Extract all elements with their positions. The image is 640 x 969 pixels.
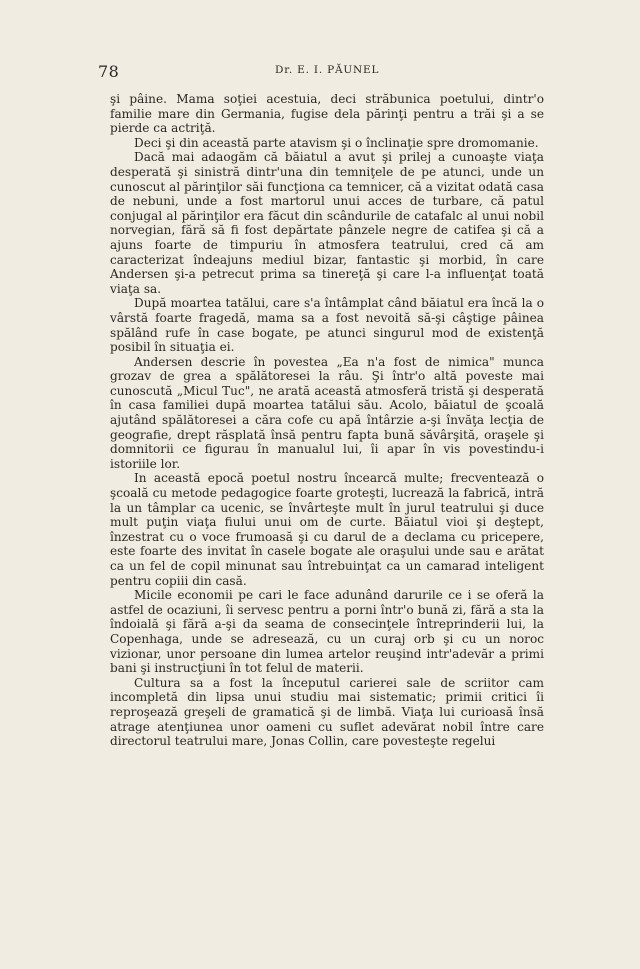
- paragraph: Deci şi din această parte atavism şi o înclinaţie spre dromomanie.: [134, 135, 539, 150]
- page-header: [0, 62, 640, 82]
- running-head: Dr. E. I. PĂUNEL: [275, 64, 380, 76]
- paragraph: Dacă mai adaogăm că băiatul a avut şi prilej a cunoaşte viaţa desperată şi sinistră dintr'una din temniţele de pe atunci, unde un cunoscut al părinţilor săi funcţiona ca temnicer, că a vizitat odată casa de nebuni, unde a fost martorul unui acces de turbare, că patul conjugal al părinţilor era făcut din scândurile de catafalc al unui nobil norvegian, fără să fi fost depărtate pânzele negre de catifea şi că a ajuns foarte de timpuriu în atmosfera teatrului, cred că am caracterizat îndeajuns mediul bizar, fantastic şi morbid, în care Andersen şi-a petrecut prima sa tinereţă şi care l-a influenţat toată viaţa sa.: [110, 150, 544, 296]
- paragraph: Andersen descrie în povestea „Ea n'a fost de nimica" munca grozav de grea a spălătoresei la râu. Şi într'o altă poveste mai cunoscută „Micul Tuc", ne arată această atmosferă tristă şi desperată în casa familiei după moartea tatălui său. Acolo, băiatul de şcoală ajutând spălătoresei a căra cofe cu apă întârzie a-şi învăţa lecţia de geografie, drept răsplată însă pentru fapta bună săvârşită, oraşele şi domnitorii ce figurau în manualul lui, îi apar în vis povestindu-i istoriile lor.: [110, 354, 544, 471]
- body-text: [110, 92, 544, 749]
- page-number: 78: [98, 62, 120, 81]
- paragraph: In această epocă poetul nostru încearcă multe; frecventează o şcoală cu metode pedagogice foarte groteşti, lucrează la fabrică, intră la un tâmplar ca ucenic, se învârteşte mult în jurul teatrului şi duce mult puţin viaţa fiului unui om de curte. Băiatul vioi şi deştept, înzestrat cu o voce frumoasă şi cu darul de a declama cu pricepere, este foarte des invitat în casele bogate ale oraşului unde sau e arătat ca un fel de copil minunat sau întrebuinţat ca un camarad inteligent pentru copiii din casă.: [110, 471, 544, 588]
- paragraph: Cultura sa a fost la începutul carierei sale de scriitor cam incompletă din lipsa unui studiu mai sistematic; primii critici îi reproşează greşeli de gramatică şi de limbă. Viaţa lui curioasă însă atrage atenţiunea unor oameni cu suflet adevărat nobil între care directorul teatrului mare, Jonas Collin, care povesteşte regelui: [110, 675, 544, 749]
- paragraph: Micile economii pe cari le face adunând darurile ce i se oferă la astfel de ocaziuni, îi servesc pentru a porni într'o bună zi, fără a sta la îndoială şi fără a-şi da seama de consecinţele întreprinderii lui, la Copenhaga, unde se adresează, cu un curaj orb şi cu un noroc vizionar, unor persoane din lumea artelor reuşind intr'adevăr a primi bani şi instrucţiuni în tot felul de materii.: [110, 588, 544, 676]
- paragraph: După moartea tatălui, care s'a întâmplat când băiatul era încă la o vârstă foarte fragedă, mama sa a fost nevoită să-şi câştige pâinea spălând rufe în case bogate, pe atunci singurul mod de existenţă posibil în situaţia ei.: [110, 296, 544, 355]
- paragraph: şi pâine. Mama soţiei acestuia, deci străbunica poetului, dintr'o familie mare din Germania, fugise dela părinţi pentru a trăi şi a se pierde ca actriţă.: [110, 92, 544, 136]
